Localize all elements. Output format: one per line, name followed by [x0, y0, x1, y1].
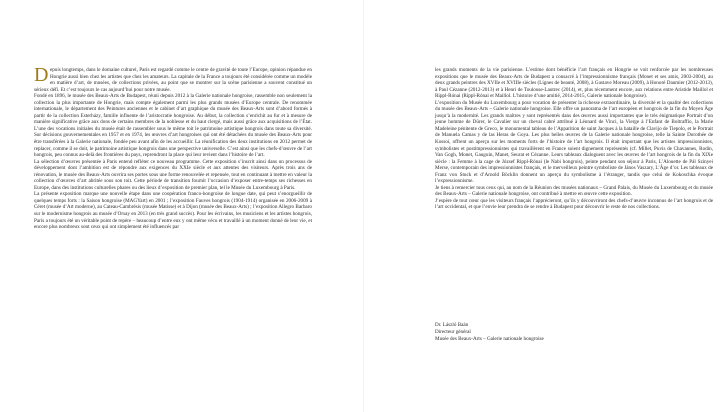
signature-institution: Musée des Beaux-Arts – Galerie nationale hongroise — [435, 336, 544, 343]
paragraph: les grands moments de la vie parisienne. L’estime dont bénéficie l’art français en Hongrie se voit renforcée par les nombreuses expositions que le musée des Beaux-Arts de Budapest a consacré à l’impressionnisme français (Monet et ses amis, 2003-2004), au deux grands peintres des XVIIe et XVIIIe siècles (Lignes de beauté, 2008), à Gustave Moreau (2009), à Honoré Daumier (2012-2013), à Paul Cézanne (2012-2013) et à Henri de Toulouse-Lautrec (2014), et, plus récemment encore, aux relations entre Aristide Maillol et Rippl-Rónai (Rippl-Rónai et Maillol. L’histoire d’une amitié, 2014-2015, Galerie nationale hongroise). — [435, 67, 713, 100]
paragraph: Je tiens à remercier tous ceux qui, au nom de la Réunion des musées nationaux – Grand Palais, du Musée du Luxembourg et du musée des Beaux-Arts – Galerie nationale hongroise, ont contribué à mettre en œuvre cette exposition. — [435, 184, 713, 198]
right-text-column — [435, 67, 713, 211]
paragraph: J’espère de tout cœur que les visiteurs français l’apprécieront, qu’ils y découvriront des chefs-d’œuvre inconnus de l’art hongrois et de l’art occidental, et que l’envie leur prendra de se rendre à Budapest pour découvrir le reste de nos collections. — [435, 197, 713, 211]
paragraph: L’exposition du Musée du Luxembourg a pour vocation de présenter la richesse extraordinaire, la diversité et la qualité des collections du musée des Beaux-Arts – Galerie nationale hongroise. Elle offre un panorama de l’art européen et hongrois de la fin du Moyen Âge jusqu’à la modernité. Les grands maîtres y sont représentés dans des œuvres aussi importantes que le très énigmatique Portrait d’un jeune homme de Dürer, le Cavalier sur un cheval cabré attribué à Léonard de Vinci, la Vierge à l’Enfant de Boltraffio, la Marie Madeleine pénitente de Greco, le monumental tableau de l’Apparition de saint Jacques à la bataille de Clavijo de Tiepolo, et le Portrait de Manuela Camas y de las Heras de Goya. Les plus belles œuvres de la Galerie nationale hongroise, telle la Sainte Dorothée de Kossoi, offrent un aperçu sur les moments forts de l’histoire de l’art hongrois. Il était important que les artistes impressionnistes, symbolistes et postimpressionnistes qui travaillèrent en France soient dignement représentés (cf. Millet, Puvis de Chavannes, Rodin, Van Gogh, Monet, Gauguin, Manet, Seurat et Cézanne. Leurs tableaux dialoguent avec les œuvres de l’art hongrois de la fin du XIXe siècle : la Femme à la cage de József Rippl-Rónai (le Nabi hongrois), peinte pendant son séjour à Paris, L’Alouette de Pál Szinyei Merse, contemporain des impressionnistes français, et le merveilleux peintre symboliste de János Vaszary, L’Âge d’or. Les tableaux de Franz von Stuck et d’Arnold Böcklin donnent un aperçu du symbolisme à l’étranger, tandis que celui de Kokoschka évoque l’expressionnisme. — [435, 99, 713, 185]
signature-block — [435, 322, 713, 344]
paragraph: La sélection d’œuvres présentée à Paris entend refléter ce nouveau programme. Cette exposition s’inscrit ainsi dans un processus de développement dont l’ambition est de répondre aux exigences du XXIe siècle et aux attentes des visiteurs. Après trois ans de rénovation, le musée des Beaux-Arts ouvrira ses portes sous une forme renouvelée et repensée, tout en continuant à mettre en valeur la collection d’œuvres d’art abritée sous son toit. Cette période de transition fournit l’occasion d’exposer entre-temps ses richesses en Europe, dans des institutions culturelles phares ou des lieux d’exposition de premier plan, tel le Musée du Luxembourg à Paris. — [34, 158, 312, 191]
signature-name: Dr. László Baán — [435, 322, 469, 328]
paragraph: La présente exposition marque une nouvelle étape dans une coopération franco-hongroise de longue date, qui peut s’enorgueillir de quelques temps forts : la Saison hongroise (MAGYart) en 2001 ; l’exposition Fauves hongrois (1904-1914) organisée en 2006-2009 à Céret (musée d’Art moderne), au Cateau-Cambrésis (musée Matisse) et à Dijon (musée des Beaux-Arts) ; l’exposition Allegro Barbaro sur le modernisme hongrois au musée d’Orsay en 2013 (en très grand succès). Pour les écrivains, les musiciens et les artistes hongrois, Paris a toujours été un véritable point de repère – beaucoup d’entre eux y ont même vécu et travaillé à un moment donné de leur vie, et encore plus nombreux sont ceux qui ont simplement été influencés par — [34, 191, 312, 231]
paragraph: Fondé en 1896, le musée des Beaux-Arts de Budapest, réuni depuis 2012 à la Galerie nationale hongroise, rassemble non seulement la collection la plus importante de Hongrie, mais compte également parmi les plus grands musées d’Europe centrale. De renommée internationale, le département des Peintures anciennes et le cabinet d’art graphique du musée des Beaux-Arts sont d’abord formés à partir de la collection Esterházy, famille influente de l’aristocratie hongroise. Au début, la collection s’enrichit au fur et à mesure de manière significative grâce aux dons de certains membres de la noblesse et du haut clergé, mais aussi grâce aux acquisitions de l’État. L’une des vocations initiales du musée était de rassembler sous le même toit le patrimoine artistique hongrois dans toute sa diversité. Sur décisions gouvernementales en 1957 et en 1974, les œuvres d’art hongroises qui ont été détachées du musée des Beaux-Arts pour être transférées à la Galerie nationale, fondée peu avant afin de les accueillir. La réunification des deux institutions en 2012 permet de replacer, comme il se doit, le patrimoine artistique hongrois dans une perspective universelle. C’est ainsi que les chefs-d’œuvre de l’art hongrois, peu connus au-delà des frontières du pays, reprendront la place qui leur revient dans l’histoire de l’art. — [34, 93, 312, 159]
paragraph — [34, 64, 312, 93]
right-page — [364, 0, 728, 412]
drop-cap: D — [34, 64, 49, 86]
paragraph-text: epuis longtemps, dans le domaine culturel, Paris est regardé comme le centre de gravité de toute l’Europe, opinion répandue en Hongrie aussi bien chez les artistes que chez les amateurs. La capitale de la France a toujours été considérée comme un modèle en matière d’art, de musées, de collections privées, au point que se montrer sur la scène parisienne a souvent constitué un sérieux défi. Et c’est toujours le cas aujourd’hui pour notre musée. — [34, 67, 312, 93]
left-text-column — [34, 64, 312, 231]
signature-title: Directeur général — [435, 329, 471, 336]
